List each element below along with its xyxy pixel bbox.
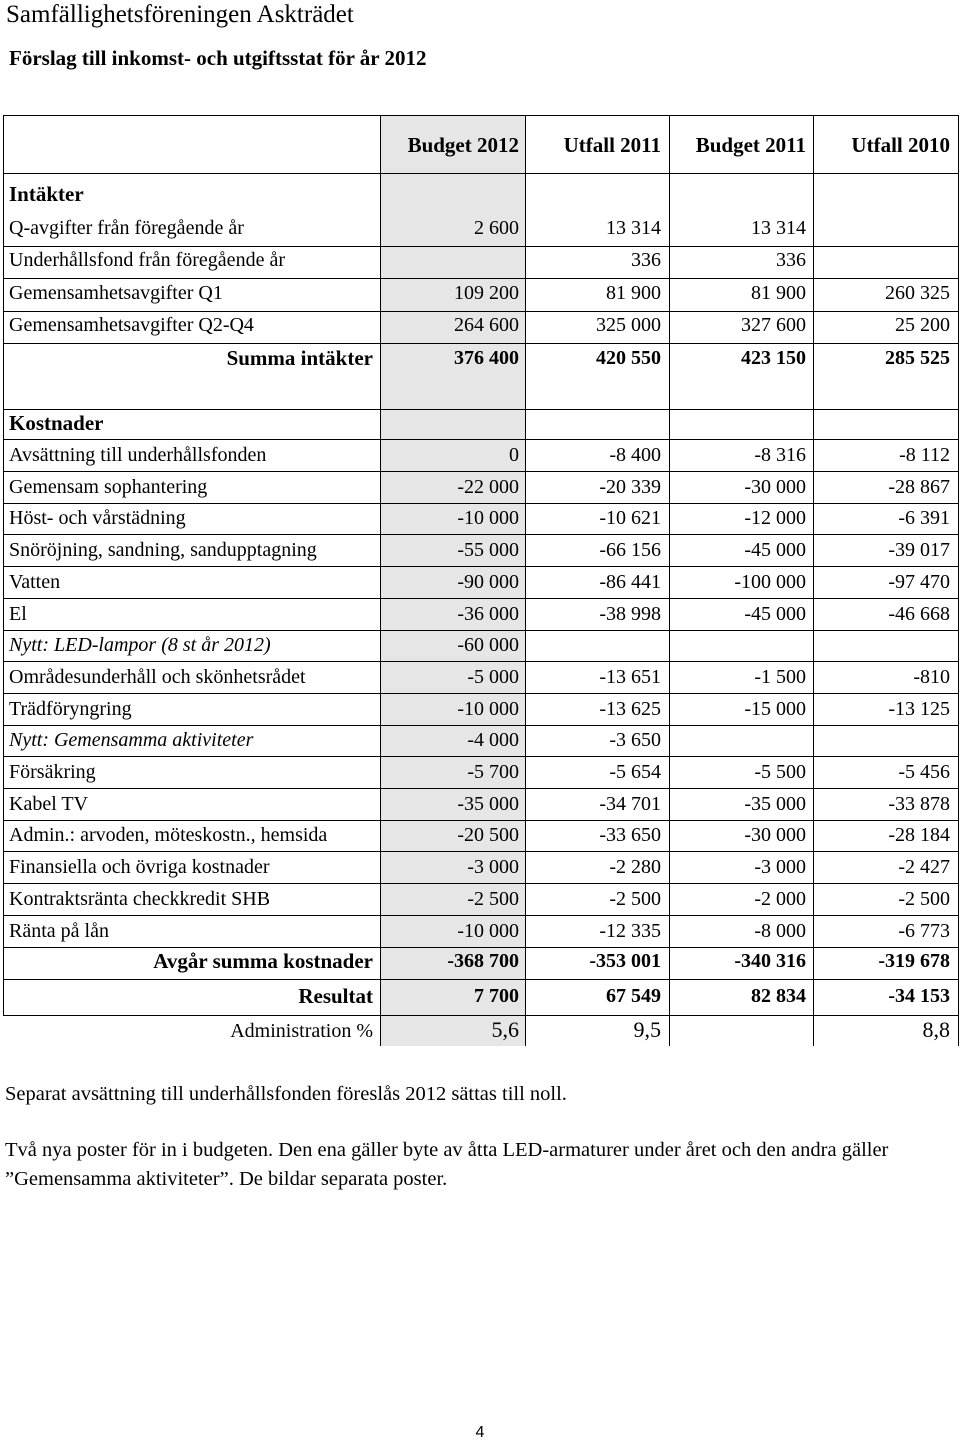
- cost-row-value: -8 000: [754, 919, 806, 942]
- income-row-label: Q-avgifter från föregående år: [9, 217, 244, 239]
- row-rule: [3, 661, 958, 662]
- column-divider: [525, 115, 526, 1046]
- costs-total-value: -368 700: [447, 950, 519, 972]
- cost-row-value: -12 000: [744, 507, 806, 530]
- cost-row-value: -46 668: [888, 602, 950, 625]
- cost-row-value: -30 000: [744, 824, 806, 847]
- row-rule: [3, 851, 958, 852]
- cost-row-value: -810: [913, 665, 950, 688]
- cost-row-value: -3 000: [754, 856, 806, 879]
- row-rule: [3, 1015, 958, 1016]
- income-row-value: 13 314: [606, 217, 661, 239]
- row-rule: [3, 820, 958, 821]
- cost-row-value: -5 500: [754, 761, 806, 783]
- income-row-label: Gemensamhetsavgifter Q1: [9, 281, 223, 304]
- cost-row-value: -15 000: [744, 697, 806, 720]
- result-value: 7 700: [474, 985, 519, 1007]
- column-divider: [380, 115, 381, 1046]
- cost-row-value: -36 000: [457, 602, 519, 625]
- costs-total-label: Avgår summa kostnader: [153, 949, 373, 973]
- cost-row-value: -34 701: [599, 792, 661, 815]
- column-header: Utfall 2010: [851, 133, 950, 157]
- cost-row-value: -86 441: [599, 570, 661, 593]
- cost-row-label: Admin.: arvoden, möteskostn., hemsida: [9, 824, 328, 847]
- row-rule: [3, 979, 958, 980]
- cost-row-label: Snöröjning, sandning, sandupptagning: [9, 539, 317, 562]
- cost-row-label: Finansiella och övriga kostnader: [9, 856, 270, 879]
- cost-row-value: -5 000: [467, 665, 519, 688]
- costs-total-value: -319 678: [878, 950, 950, 972]
- section-heading-income: Intäkter: [9, 182, 84, 206]
- cost-row-value: -33 650: [599, 824, 661, 847]
- cost-row-label: Kabel TV: [9, 792, 89, 815]
- row-rule: [3, 756, 958, 757]
- income-row-value: 327 600: [741, 313, 806, 336]
- cost-row-value: -97 470: [888, 570, 950, 593]
- cost-row-label: Försäkring: [9, 761, 96, 783]
- row-rule: [3, 278, 958, 279]
- cost-row-label: El: [9, 602, 27, 625]
- income-row-label: Underhållsfond från föregående år: [9, 249, 285, 272]
- cost-row-value: -28 184: [888, 824, 950, 847]
- cost-row-value: -100 000: [734, 570, 806, 593]
- row-rule: [3, 471, 958, 472]
- row-rule: [3, 409, 958, 410]
- income-row-value: 260 325: [885, 281, 950, 304]
- row-rule: [3, 246, 958, 247]
- column-divider: [669, 115, 670, 1046]
- column-header: Budget 2011: [695, 133, 806, 157]
- cost-row-label: Trädföryngring: [9, 697, 132, 720]
- cost-row-value: -8 316: [754, 444, 806, 466]
- cost-row-value: -66 156: [599, 539, 661, 562]
- income-row-value: 81 900: [751, 281, 806, 304]
- cost-row-value: -8 400: [609, 444, 661, 466]
- cost-row-value: -6 391: [898, 507, 950, 530]
- income-row-value: 13 314: [751, 217, 806, 239]
- costs-total-value: -340 316: [734, 950, 806, 972]
- cost-row-value: -2 280: [609, 856, 661, 879]
- cost-row-value: -13 651: [599, 665, 661, 688]
- cost-row-value: -5 654: [609, 761, 661, 783]
- cost-row-value: -28 867: [888, 475, 950, 498]
- cost-row-value: -55 000: [457, 539, 519, 562]
- income-row-value: 264 600: [454, 313, 519, 336]
- cost-row-value: -3 000: [467, 856, 519, 879]
- admin-pct-label: Administration %: [230, 1020, 373, 1042]
- row-rule: [3, 439, 958, 440]
- cost-row-value: -33 878: [888, 792, 950, 815]
- cost-row-value: -10 000: [457, 507, 519, 530]
- income-row-value: 325 000: [596, 313, 661, 336]
- result-value: -34 153: [888, 985, 950, 1007]
- income-row-label: Gemensamhetsavgifter Q2-Q4: [9, 313, 254, 336]
- budget-table: [0, 115, 960, 1048]
- cost-row-value: -20 339: [599, 475, 661, 498]
- cost-row-value: -45 000: [744, 602, 806, 625]
- cost-row-label: Nytt: LED-lampor (8 st år 2012): [9, 634, 271, 657]
- column-divider: [813, 115, 814, 1046]
- row-rule: [3, 311, 958, 312]
- organization-title: Samfällighetsföreningen Askträdet: [6, 1, 354, 28]
- note-paragraph-2: Två nya poster för in i budgeten. Den ena gäller byte av åtta LED-armaturer under året och den andra gäller ”Gemensamma aktiviteter”. De bildar separata poster.: [5, 1139, 889, 1190]
- column-header: Utfall 2011: [563, 133, 661, 157]
- cost-row-value: -12 335: [599, 919, 661, 942]
- cost-row-label: Kontraktsränta checkkredit SHB: [9, 887, 271, 910]
- cost-row-value: -5 456: [898, 761, 950, 783]
- table-border-top: [3, 115, 958, 116]
- cost-row-value: -13 625: [599, 697, 661, 720]
- income-total-value: 420 550: [596, 347, 661, 370]
- cost-row-value: -8 112: [899, 444, 950, 466]
- page-number: 4: [475, 1424, 485, 1441]
- cost-row-label: Ränta på lån: [9, 919, 109, 942]
- cost-row-value: -35 000: [744, 792, 806, 815]
- cost-row-value: 0: [509, 444, 519, 466]
- cost-row-label: Gemensam sophantering: [9, 475, 208, 498]
- cost-row-value: -2 000: [754, 887, 806, 910]
- cost-row-value: -10 000: [457, 697, 519, 720]
- table-border-left: [3, 115, 4, 1015]
- row-rule: [3, 630, 958, 631]
- cost-row-label: Avsättning till underhållsfonden: [9, 444, 267, 466]
- income-total-value: 376 400: [454, 347, 519, 370]
- document-subtitle: Förslag till inkomst- och utgiftsstat för år 2012: [9, 46, 427, 70]
- admin-pct-value: 5,6: [491, 1017, 519, 1042]
- row-rule: [3, 566, 958, 567]
- cost-row-value: -4 000: [467, 729, 519, 752]
- row-rule: [3, 947, 958, 948]
- cost-row-value: -13 125: [888, 697, 950, 720]
- cost-row-value: -45 000: [744, 539, 806, 562]
- cost-row-value: -39 017: [888, 539, 950, 562]
- income-row-value: 336: [631, 249, 661, 272]
- row-rule: [3, 788, 958, 789]
- cost-row-value: -38 998: [599, 602, 661, 625]
- row-rule: [3, 693, 958, 694]
- note-paragraph-1: Separat avsättning till underhållsfonden föreslås 2012 sättas till noll.: [5, 1083, 567, 1105]
- column-header: Budget 2012: [407, 133, 519, 157]
- cost-row-value: -2 427: [898, 856, 950, 879]
- cost-row-value: -90 000: [457, 570, 519, 593]
- cost-row-value: -2 500: [898, 887, 950, 910]
- cost-row-value: -2 500: [609, 887, 661, 910]
- result-value: 67 549: [606, 985, 661, 1007]
- income-row-value: 81 900: [606, 281, 661, 304]
- section-heading-costs: Kostnader: [9, 411, 104, 435]
- cost-row-value: -3 650: [609, 729, 661, 752]
- income-total-label: Summa intäkter: [226, 346, 373, 371]
- cost-row-value: -1 500: [754, 665, 806, 688]
- cost-row-label: Höst- och vårstädning: [9, 507, 186, 530]
- income-row-value: 109 200: [454, 281, 519, 304]
- cost-row-value: -22 000: [457, 475, 519, 498]
- cost-row-value: -10 000: [457, 919, 519, 942]
- row-rule: [3, 503, 958, 504]
- cost-row-label: Områdesunderhåll och skönhetsrådet: [9, 665, 306, 688]
- table-border-right: [958, 115, 959, 1015]
- table-border-right: [958, 1015, 959, 1046]
- income-total-value: 285 525: [885, 347, 950, 370]
- row-rule: [3, 598, 958, 599]
- admin-pct-value: 9,5: [633, 1017, 661, 1042]
- row-rule: [3, 725, 958, 726]
- header-rule: [3, 173, 958, 174]
- result-value: 82 834: [751, 985, 806, 1007]
- cost-row-value: -10 621: [599, 507, 661, 530]
- cost-row-value: -35 000: [457, 792, 519, 815]
- row-rule: [3, 883, 958, 884]
- cost-row-value: -5 700: [467, 761, 519, 783]
- income-row-value: 2 600: [474, 217, 519, 239]
- cost-row-label: Nytt: Gemensamma aktiviteter: [9, 729, 254, 752]
- cost-row-value: -30 000: [744, 475, 806, 498]
- admin-pct-value: 8,8: [922, 1017, 950, 1042]
- cost-row-label: Vatten: [9, 570, 61, 593]
- cost-row-value: -6 773: [898, 919, 950, 942]
- income-row-value: 336: [776, 249, 806, 272]
- income-total-value: 423 150: [741, 347, 806, 370]
- row-rule: [3, 915, 958, 916]
- result-label: Resultat: [298, 984, 373, 1008]
- income-row-value: 25 200: [895, 313, 950, 336]
- costs-total-value: -353 001: [589, 950, 661, 972]
- cost-row-value: -2 500: [467, 887, 519, 910]
- row-rule: [3, 534, 958, 535]
- row-rule: [3, 343, 958, 344]
- cost-row-value: -20 500: [457, 824, 519, 847]
- cost-row-value: -60 000: [457, 634, 519, 657]
